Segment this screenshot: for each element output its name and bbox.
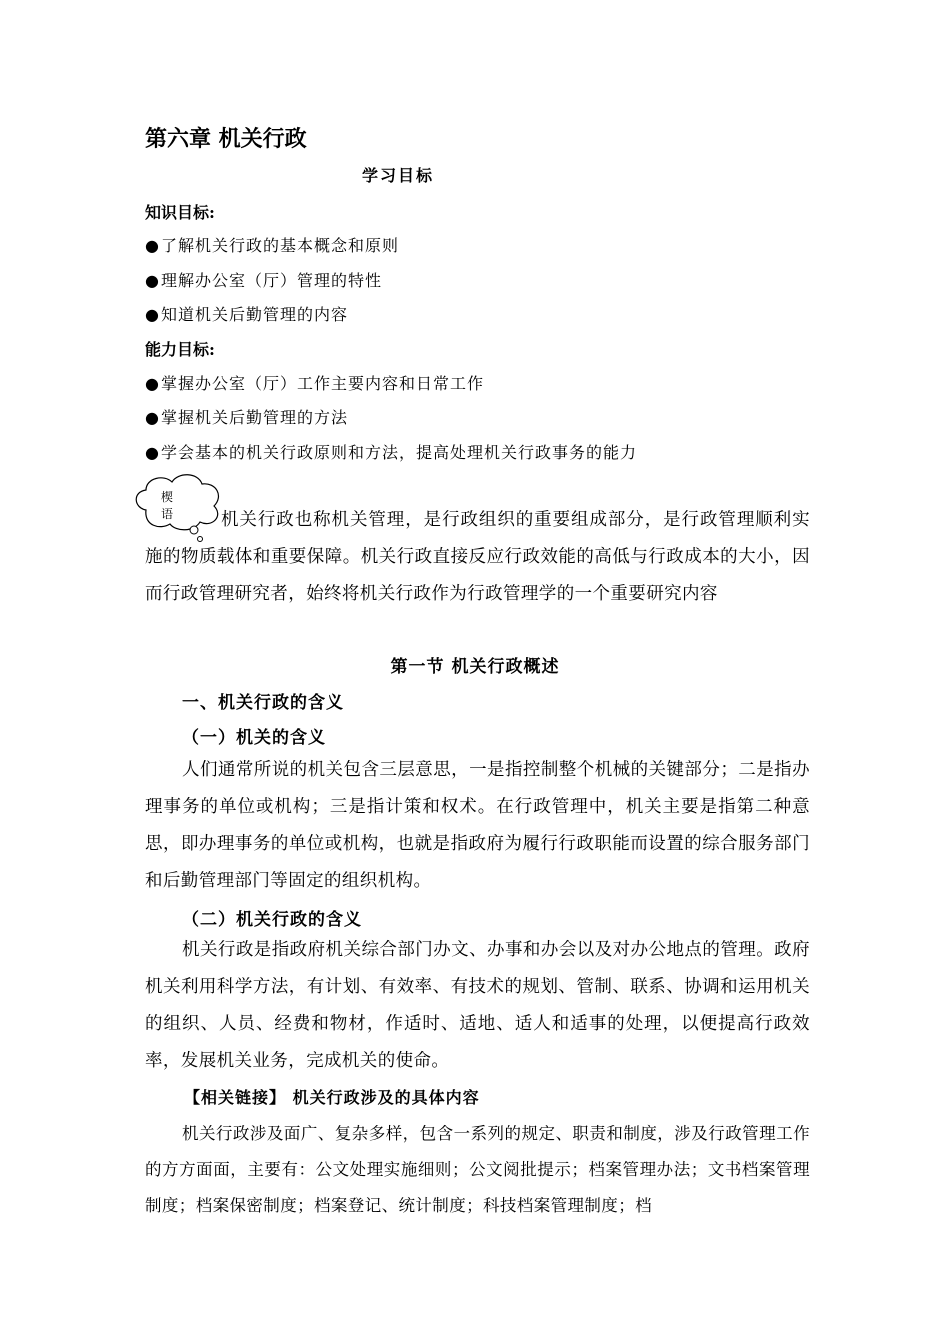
ability-goal-item: ●掌握机关后勤管理的方法 xyxy=(145,408,349,427)
body-paragraph: 人们通常所说的机关包含三层意思，一是指控制整个机械的关键部分；二是指办理事务的单位或机构；三是指计策和权术。在行政管理中，机关主要是指第二种意思，即办理事务的单位或机构，也就是指政府为履行行政职能而设置的综合服务部门和后勤管理部门等固定的组织机构。 xyxy=(145,760,810,891)
knowledge-goal-item: ●知道机关后勤管理的内容 xyxy=(145,305,349,324)
heading-level-1: 一、机关行政的含义 xyxy=(182,693,344,713)
bullet-icon: ● xyxy=(145,443,160,462)
ability-goal-item: ●学会基本的机关行政原则和方法，提高处理机关行政事务的能力 xyxy=(145,443,638,462)
bullet-icon: ● xyxy=(145,271,160,290)
section-title: 第一节 机关行政概述 xyxy=(390,657,560,677)
intro-paragraph: 机关行政也称机关管理，是行政组织的重要组成部分，是行政管理顺利实施的物质载体和重要保障。机关行政直接反应行政效能的高低与行政成本的大小，因而行政管理研究者，始终将机关行政作为行政管理学的一个重要研究内容 xyxy=(145,510,810,604)
ability-goal-item: ●掌握办公室（厅）工作主要内容和日常工作 xyxy=(145,374,485,393)
knowledge-goal-item: ●理解办公室（厅）管理的特性 xyxy=(145,271,383,290)
bullet-icon: ● xyxy=(145,374,160,393)
bullet-icon: ● xyxy=(145,305,160,324)
bullet-icon: ● xyxy=(145,236,160,255)
ability-goals-label: 能力目标: xyxy=(145,340,215,359)
cloud-label: 楔语 xyxy=(160,490,173,521)
bullet-icon: ● xyxy=(145,408,160,427)
knowledge-goals-label: 知识目标: xyxy=(145,203,215,222)
subheading: （二）机关行政的含义 xyxy=(182,910,362,930)
knowledge-goal-item: ●了解机关行政的基本概念和原则 xyxy=(145,236,400,255)
related-link-heading: 【相关链接】 机关行政涉及的具体内容 xyxy=(184,1088,480,1107)
chapter-title: 第六章 机关行政 xyxy=(145,126,307,152)
learning-goals-title: 学习目标 xyxy=(361,166,434,185)
related-link-paragraph: 机关行政涉及面广、复杂多样，包含一系列的规定、职责和制度，涉及行政管理工作的方方面面，主要有：公文处理实施细则；公文阅批提示；档案管理办法；文书档案管理制度；档案保密制度；档案登记、统计制度；科技档案管理制度；档 xyxy=(145,1124,810,1215)
subheading: （一）机关的含义 xyxy=(182,728,326,748)
body-paragraph: 机关行政是指政府机关综合部门办文、办事和办会以及对办公地点的管理。政府机关利用科学方法，有计划、有效率、有技术的规划、管制、联系、协调和运用机关的组织、人员、经费和物材，作适时、适地、适人和适事的处理，以便提高行政效率，发展机关业务，完成机关的使命。 xyxy=(145,940,810,1071)
